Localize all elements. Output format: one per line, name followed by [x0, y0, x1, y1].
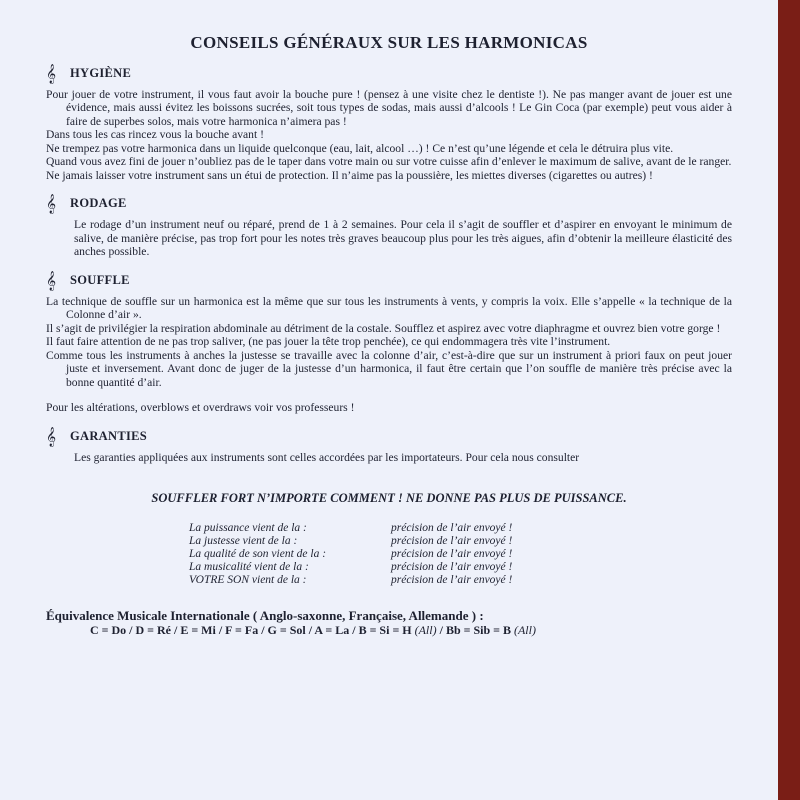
section-title: HYGIÈNE: [70, 65, 132, 80]
equivalence-all-1: (All): [414, 623, 437, 637]
equivalence-line: [46, 624, 732, 638]
equivalence-part-2: / Bb = Sib = B: [436, 623, 514, 637]
section-heading: [46, 270, 732, 290]
equivalence-all-2: (All): [513, 623, 536, 637]
precision-row: [189, 535, 589, 548]
precision-value: précision de l’air envoyé !: [391, 573, 513, 586]
paragraph: Dans tous les cas rincez vous la bouche avant !: [46, 128, 264, 141]
paragraph: Comme tous les instruments à anches la justesse se travaille avec la colonne d’air, c’est-à-dire que sur un instrument à priori faux on peut jouer juste et inversement. Avant donc de juger de la justesse d’un harmonica, il faut être certain que l’on souffle de manière très précise avec la bonne quantité d’air.: [46, 348, 732, 389]
paragraph: Ne trempez pas votre harmonica dans un liquide quelconque (eau, lait, alcool …) ! Ce n’est qu’une légende et cela le détruira plus vite.: [46, 141, 674, 155]
precision-list: [189, 522, 589, 587]
equivalence-title: Équivalence Musicale Internationale ( Anglo-saxonne, Française, Allemande ) :: [46, 607, 484, 623]
precision-row: [189, 561, 589, 574]
precision-row: [189, 522, 589, 535]
precision-value: précision de l’air envoyé !: [391, 560, 513, 573]
precision-value: précision de l’air envoyé !: [391, 521, 513, 534]
section-hygiène: [46, 63, 732, 183]
section-rodage: [46, 196, 732, 259]
section-heading: [46, 426, 732, 446]
precision-value: précision de l’air envoyé !: [391, 547, 513, 560]
paragraph: La technique de souffle sur un harmonica est la même que sur tous les instruments à vents, y compris la voix. Elle s’appelle « la technique de la Colonne d’air ».: [46, 294, 732, 321]
section-garanties: [46, 426, 732, 465]
paragraph: Pour jouer de votre instrument, il vous faut avoir la bouche pure ! (pensez à une visite chez le dentiste !). Ne pas manger avant de jouer est une évidence, mais aussi évitez les boissons sucrées, soit tous types de sodas, mais aussi d’alcools ! Le Gin Coca (par exemple) peut vous aider à faire de superbes solos, mais votre harmonica n’aimera pas !: [46, 87, 732, 128]
section-title: RODAGE: [70, 196, 127, 211]
section-souffle: [46, 270, 732, 415]
precision-row: [189, 548, 589, 561]
section-heading: [46, 63, 732, 83]
precision-value: précision de l’air envoyé !: [391, 534, 513, 547]
section-title: GARANTIES: [70, 428, 148, 443]
treble-clef-icon: 𝄞: [46, 194, 57, 213]
precision-label: VOTRE SON vient de la :: [189, 573, 307, 586]
treble-clef-icon: 𝄞: [46, 270, 57, 290]
precision-label: La puissance vient de la :: [189, 521, 307, 534]
section-heading: [46, 196, 732, 212]
treble-clef-icon: 𝄞: [46, 426, 57, 446]
treble-clef-icon: 𝄞: [46, 63, 57, 83]
paragraph: Le rodage d’un instrument neuf ou réparé, prend de 1 à 2 semaines. Pour cela il s’agit de souffler et d’aspirer en envoyant le minimum de salive, de manière précise, pas trop fort pour les notes très graves beaucoup plus pour les très aigues, afin d’obtenir la meilleure élasticité des anches possible.: [74, 218, 732, 258]
slogan: SOUFFLER FORT N’IMPORTE COMMENT ! NE DONNE PAS PLUS DE PUISSANCE.: [151, 491, 627, 505]
paragraph: Quand vous avez fini de jouer n’oubliez pas de le taper dans votre main ou sur votre cuisse afin d’enlever le maximum de salive, avant de le ranger.: [46, 155, 732, 168]
precision-row: [189, 574, 589, 587]
paragraph: Pour les altérations, overblows et overdraws voir vos professeurs !: [46, 401, 355, 414]
equivalence-part-1: C = Do / D = Ré / E = Mi / F = Fa / G = Sol / A = La / B = Si = H: [90, 623, 415, 637]
precision-label: La musicalité vient de la :: [189, 560, 309, 573]
precision-label: La qualité de son vient de la :: [189, 547, 327, 560]
sections-container: [46, 63, 732, 465]
paragraph: Ne jamais laisser votre instrument sans un étui de protection. Il n’aime pas la poussière, les miettes diverses (cigarettes ou autres) !: [46, 168, 653, 182]
paragraph: Il faut faire attention de ne pas trop saliver, (ne pas jouer la tête trop penchée), ce qui endommagera très vite l’instrument.: [46, 335, 611, 348]
section-title: SOUFFLE: [70, 272, 130, 287]
paragraph: Les garanties appliquées aux instruments sont celles accordées par les importateurs. Pour cela nous consulter: [74, 450, 580, 464]
paragraph: Il s’agit de privilégier la respiration abdominale au détriment de la costale. Soufflez et aspirez avec votre diaphragme et ouvrez bien votre gorge !: [46, 321, 721, 335]
precision-label: La justesse vient de la :: [189, 534, 298, 547]
page-title: CONSEILS GÉNÉRAUX SUR LES HARMONICAS: [190, 33, 588, 52]
